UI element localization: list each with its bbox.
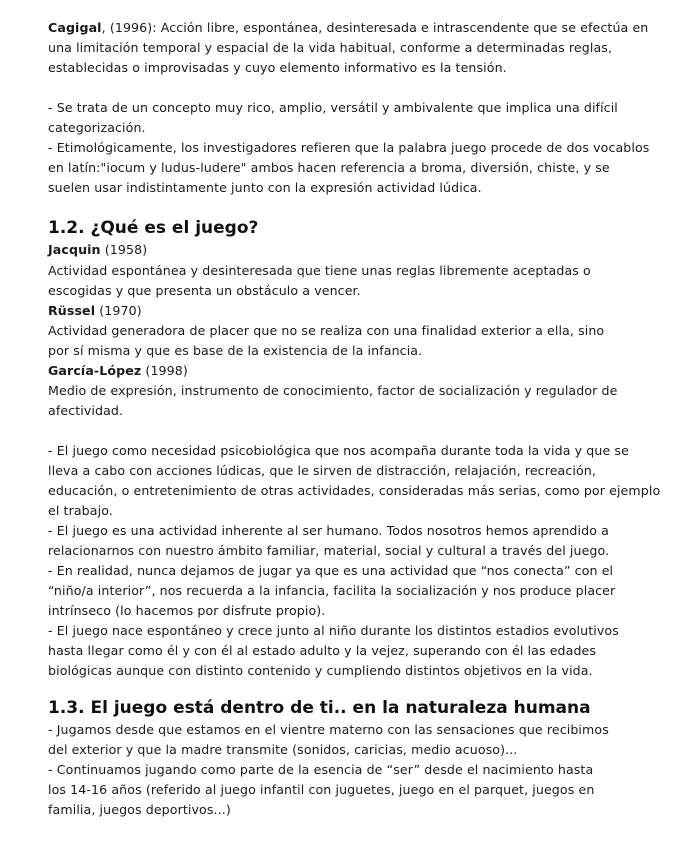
bullet-line: - En realidad, nunca dejamos de jugar ya que es una actividad que “nos conecta” con el <box>48 563 614 578</box>
bullet-line: - El juego como necesidad psicobiológica que nos acompaña durante toda la vida y que se <box>48 443 629 458</box>
bullet-line: relacionarnos con nuestro ámbito familiar, material, social y cultural a través del juego. <box>48 543 610 558</box>
section-heading-1-2: 1.2. ¿Qué es el juego? <box>48 218 259 238</box>
bullet-line: hasta llegar como él y con él al estado adulto y la vejez, superando con él las edades <box>48 643 597 658</box>
bullet-line: - El juego es una actividad inherente al ser humano. Todos nosotros hemos aprendido a <box>48 523 609 538</box>
definition-author-line: García-López (1998) <box>48 363 188 378</box>
bullet-line: biológicas aunque con distinto contenido y cumpliendo distintos objetivos en la vida. <box>48 663 593 678</box>
definition-text: escogidas y que presenta un obstáculo a vencer. <box>48 283 361 298</box>
note-line: categorización. <box>48 120 146 135</box>
bullet-line: - El juego nace espontáneo y crece junto al niño durante los distintos estadios evolutivos <box>48 623 619 638</box>
definition-author-line: Jacquin (1958) <box>48 242 148 257</box>
note-line: - Etimológicamente, los investigadores refieren que la palabra juego procede de dos vocablos <box>48 140 650 155</box>
bullet-line: el trabajo. <box>48 503 113 518</box>
bullet-line: los 14-16 años (referido al juego infantil con juguetes, juego en el parquet, juegos en <box>48 782 595 797</box>
definition-text: Medio de expresión, instrumento de conocimiento, factor de socialización y regulador de <box>48 383 618 398</box>
bullet-line: del exterior y que la madre transmite (sonidos, caricias, medio acuoso)... <box>48 742 518 757</box>
note-line: suelen usar indistintamente junto con la expresión actividad lúdica. <box>48 180 482 195</box>
definition-text: Actividad espontánea y desinteresada que tiene unas reglas libremente aceptadas o <box>48 263 591 278</box>
definition-text: Actividad generadora de placer que no se realiza con una finalidad exterior a ella, sino <box>48 323 605 338</box>
bullet-line: lleva a cabo con acciones lúdicas, que le sirven de distracción, relajación, recreación, <box>48 463 596 478</box>
intro-line-1: Cagigal, (1996): Acción libre, espontánea, desinteresada e intrascendente que se efectúa en <box>48 20 649 35</box>
bullet-line: educación, o entretenimiento de otras actividades, consideradas más serias, como por ejemplo <box>48 483 661 498</box>
intro-author: Cagigal <box>48 20 102 35</box>
definition-text: afectividad. <box>48 403 124 418</box>
note-line: - Se trata de un concepto muy rico, amplio, versátil y ambivalente que implica una difícil <box>48 100 618 115</box>
note-line: en latín:"iocum y ludus-ludere" ambos hacen referencia a broma, diversión, chiste, y se <box>48 160 610 175</box>
bullet-line: familia, juegos deportivos...) <box>48 802 231 817</box>
definition-author: Rüssel <box>48 303 96 318</box>
intro-line-2: una limitación temporal y espacial de la vida habitual, conforme a determinadas reglas, <box>48 40 613 55</box>
definition-author-line: Rüssel (1970) <box>48 303 142 318</box>
bullet-line: “niño/a interior”, nos recuerda a la infancia, facilita la socialización y nos produce placer <box>48 583 616 598</box>
bullet-line: intrínseco (lo hacemos por disfrute propio). <box>48 603 326 618</box>
section-heading-1-3: 1.3. El juego está dentro de ti.. en la naturaleza humana <box>48 698 591 718</box>
bullet-line: - Continuamos jugando como parte de la esencia de “ser” desde el nacimiento hasta <box>48 762 594 777</box>
definition-text: por sí misma y que es base de la existencia de la infancia. <box>48 343 423 358</box>
bullet-line: - Jugamos desde que estamos en el vientre materno con las sensaciones que recibimos <box>48 722 609 737</box>
intro-line-3: establecidas o improvisadas y cuyo elemento informativo es la tensión. <box>48 60 507 75</box>
definition-author: García-López <box>48 363 142 378</box>
definition-author: Jacquin <box>48 242 101 257</box>
